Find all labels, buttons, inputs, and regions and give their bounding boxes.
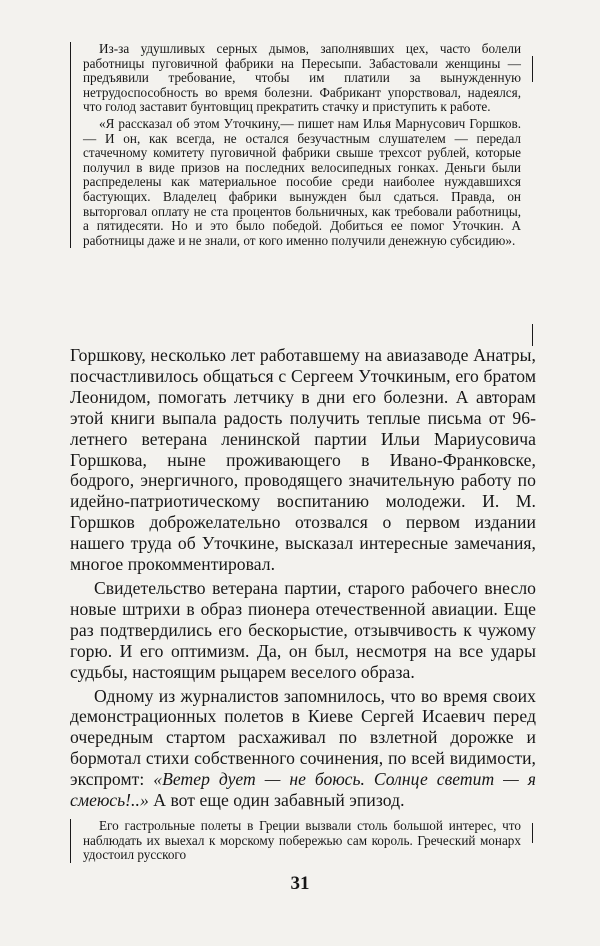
body-paragraph: Горшкову, несколько лет работавшему на авиазаводе Анатры, посчастливилось общаться с Сергеем Уточкиным, его братом Леонидом, помогать летчику в дни его болезни. А авторам этой книги выпала радость получить теплые письма от 96-летнего ветерана ленинской партии Ильи Мариусовича Горшкова, ныне проживающего в Ивано-Франковске, бодрого, энергичного, проводящего значительную работу по идейно-патриотическому воспитанию молодежи. И. М. Горшков доброжелательно отозвался о первом издании нашего труда об Уточкине, высказал интересные замечания, многое прокомментировал. [70, 345, 536, 575]
main-text [70, 345, 536, 811]
inset-paragraph: Из-за удушливых серных дымов, заполнявших цех, часто болели работницы пуговичной фабрики на Пересыпи. Забастовали женщины — предъявили требование, чтобы им платили за вынужденную нетрудоспособность во время болезни. Фабрикант упорствовал, надеялся, что голод заставит бунтовщиц прекратить стачку и приступить к работе. [83, 41, 521, 115]
inset-block-bottom [70, 819, 533, 863]
inset-block-top [70, 42, 533, 248]
margin-rule [532, 324, 533, 346]
margin-rule [532, 56, 533, 82]
page-number: 31 [290, 873, 310, 894]
body-paragraph [70, 686, 536, 811]
body-text: Одному из журналистов запомнилось, что во время своих демонстрационных полетов в Киеве Сергей Исаевич перед очередным стартом расхаживал по взлетной дорожке и бормотал стихи собственного сочинения, по всей видимости, экспромт: [70, 685, 536, 790]
body-text: А вот еще один забавный эпизод. [148, 790, 405, 811]
inset-paragraph: Его гастрольные полеты в Греции вызвали столь большой интерес, что наблюдать их выехал к морскому побережью сам король. Греческий монарх удостоил русского [83, 818, 521, 863]
body-paragraph: Свидетельство ветерана партии, старого рабочего внесло новые штрихи в образ пионера отечественной авиации. Еще раз подтвердились его бескорыстие, отзывчивость к чужому горю. И его оптимизм. Да, он был, несмотря на все удары судьбы, настоящим рыцарем веселого образа. [70, 577, 536, 682]
margin-rule [532, 823, 533, 843]
inset-paragraph: «Я рассказал об этом Уточкину,— пишет нам Илья Марнусович Горшков.— И он, как всегда, не остался безучастным слушателем — передал стачечному комитету пуговичной фабрики свыше трехсот рублей, которые получил в виде призов на последних велосипедных гонках. Деньги были распределены как материальное пособие среди наиболее нуждавшихся бастующих. Владелец фабрики вынужден был сдаться. Правда, он выторговал оплату не ста процентов больничных, как требовали работницы, а пятидесяти. Но и это было победой. Добиться ее помог Уточкин. А работницы даже и не знали, от кого именно получили денежную субсидию». [83, 115, 521, 248]
poem-quote: «Ветер дует — не боюсь. Солнце светит — я смеюсь!..» [70, 769, 536, 811]
